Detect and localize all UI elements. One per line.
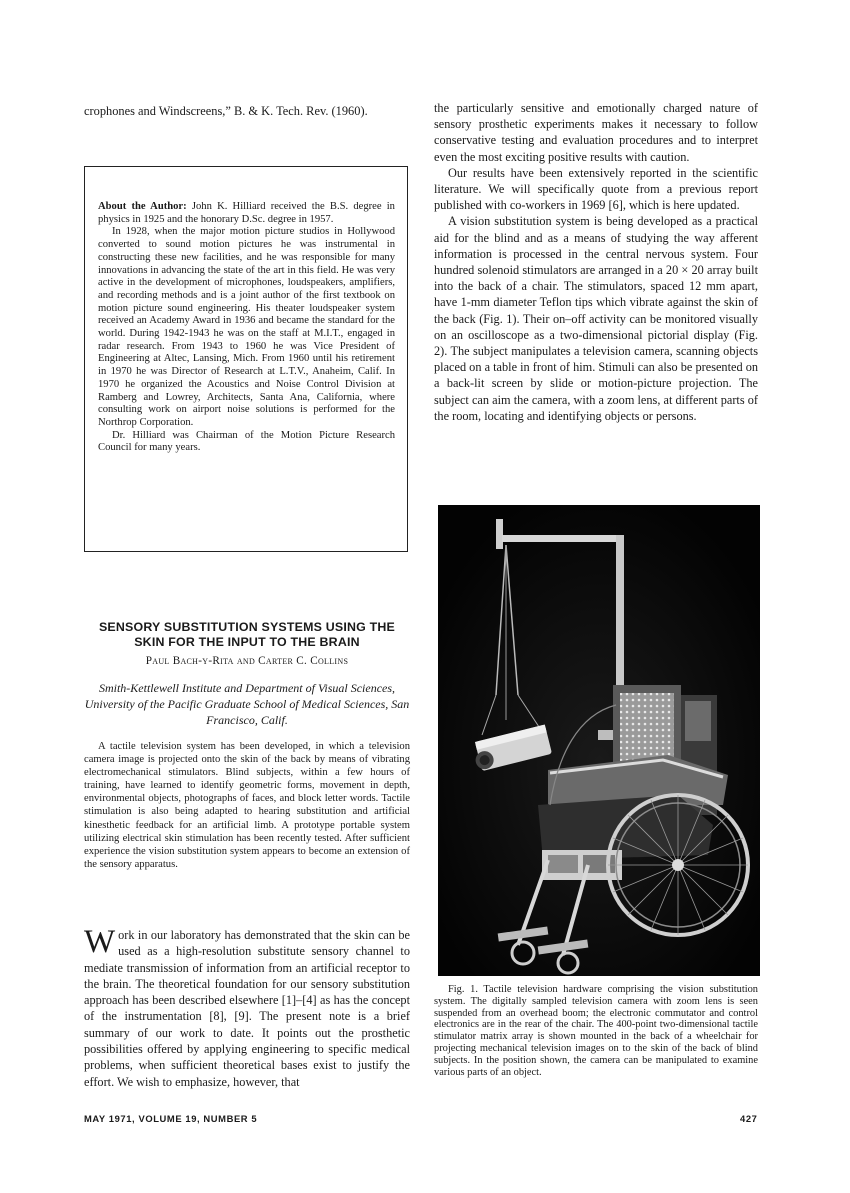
author-bio-intro: John K. Hilliard received the B.S. degree in physics in 1925 and the honorary D.Sc. degree in 1957. xyxy=(98,201,395,225)
author-bio-paragraph-3: Dr. Hilliard was Chairman of the Motion Picture Research Council for many years. xyxy=(98,429,395,454)
drop-cap: W xyxy=(84,924,116,960)
body-right-paragraph-1: the particularly sensitive and emotionally charged nature of sensory prosthetic experiments makes it necessary to follow conservative testing and evaluation procedures and to interpret even the most exciting positive results with caution. xyxy=(434,101,758,164)
about-the-author-box xyxy=(84,166,408,552)
article-body-right xyxy=(434,100,758,424)
article-authors: Paul Bach-y-Rita and Carter C. Collins xyxy=(145,655,349,667)
page-number: 427 xyxy=(740,1113,758,1124)
figure-1-caption: Fig. 1. Tactile television hardware comprising the vision substitution system. The digitally sampled television camera with zoom lens is seen suspended from an overhead boom; the electronic commutator and control electronics are in the rear of the chair. The 400-point two-dimensional tactile stimulator matrix array is shown mounted in the back of a wheelchair for projecting mechanical television images on to the skin of the back of blind subjects. In the position shown, the camera can be manipulated to examine various parts of an object. xyxy=(434,984,758,1078)
body-right-paragraph-2: Our results have been extensively reported in the scientific literature. We will specifically quote from a previous report published with co-workers in 1969 [6], which is here updated. xyxy=(434,165,758,213)
author-bio-paragraph-1 xyxy=(98,201,395,226)
body-right-paragraph-3: A vision substitution system is being developed as a practical aid for the blind and as a means of studying the way afferent information is processed in the central nervous system. Four hundred solenoid stimulators are arranged in a 20 × 20 array built into the back of a chair. The stimulators, spaced 12 mm apart, have 1-mm diameter Teflon tips which vibrate against the skin of the back (Fig. 1). Their on–off activity can be monitored visually on an oscilloscope as a two-dimensional pictorial display (Fig. 2). The subject manipulates a television camera, scanning objects placed on a table in front of him. Stimuli can also be presented on a back-lit screen by slide or motion-picture projection. The subject can aim the camera, with a zoom lens, at different parts of the room, locating and identifying objects or persons. xyxy=(434,214,758,423)
reference-tail: crophones and Windscreens,” B. & K. Tech. Rev. (1960). xyxy=(84,104,368,118)
wheelchair-camera-illustration xyxy=(438,505,760,976)
author-bio-paragraph-2: In 1928, when the major motion picture studios in Hollywood converted to sound motion pictures he was instrumental in constructing these new facilities, and he was responsible for many innovations in advancing the state of the art in this field. He was very active in the development of microphones, loudspeakers, amplifiers, and recording methods and is a joint author of the first textbook on motion picture sound engineering. His theater loudspeaker system received an Academy Award in 1936 and became the standard for the world. During 1942-1943 he was on the staff at M.I.T., engaged in radar research. From 1943 to 1960 he was Vice President of Engineering at Altec, Lansing, Mich. From 1960 until his retirement in 1970 he was Director of Research at L.T.V., Anaheim, Calif. In 1970 he organized the Acoustics and Noise Control Division at Ramberg and Lowrey, Architects, Santa Ana, California, where consulting work on airport noise solutions is performed for the Northrop Corporation. xyxy=(98,226,395,428)
body-left-text: ork in our laboratory has demonstrated that the skin can be used as a high-resolution substitute sensory channel to mediate transmission of information from an artificial receptor to the brain. The theoretical foundation for our sensory substitution approach has been described elsewhere [1]–[4] as has the concept of the instrumentation [8], [9]. The present note is a brief summary of our work to date. It points out the prosthetic possibilities offered by applying engineering to specific medical problems, when sufficient theoretical bases exist to justify the effort. We wish to emphasize, however, that xyxy=(84,928,410,1089)
figure-1-photo xyxy=(438,505,760,976)
article-title: SENSORY SUBSTITUTION SYSTEMS USING THE SKIN FOR THE INPUT TO THE BRAIN xyxy=(98,620,396,649)
footer-issue-info: MAY 1971, VOLUME 19, NUMBER 5 xyxy=(84,1113,258,1124)
article-affiliation: Smith-Kettlewell Institute and Department of Visual Sciences, University of the Pacific Graduate School of Medical Sciences, San Francisco, Calif. xyxy=(84,681,410,727)
author-bio-lead: About the Author: xyxy=(98,201,187,212)
article-body-left xyxy=(84,924,410,1090)
article-abstract: A tactile television system has been developed, in which a television camera image is projected onto the skin of the back by means of vibrating electromechanical stimulators. Blind subjects, within a few hours of training, have learned to identify geometric forms, movement in depth, environmental objects, photographs of faces, and block letter words. Tactile stimulation is also being adapted to hearing substitution and artificial kinesthetic feedback for an artificial limb. A prototype portable system utilizing electrical skin stimulation has been recently tested. After sufficient experience the vision substitution system appears to become an extension of the sensory apparatus. xyxy=(84,741,410,870)
